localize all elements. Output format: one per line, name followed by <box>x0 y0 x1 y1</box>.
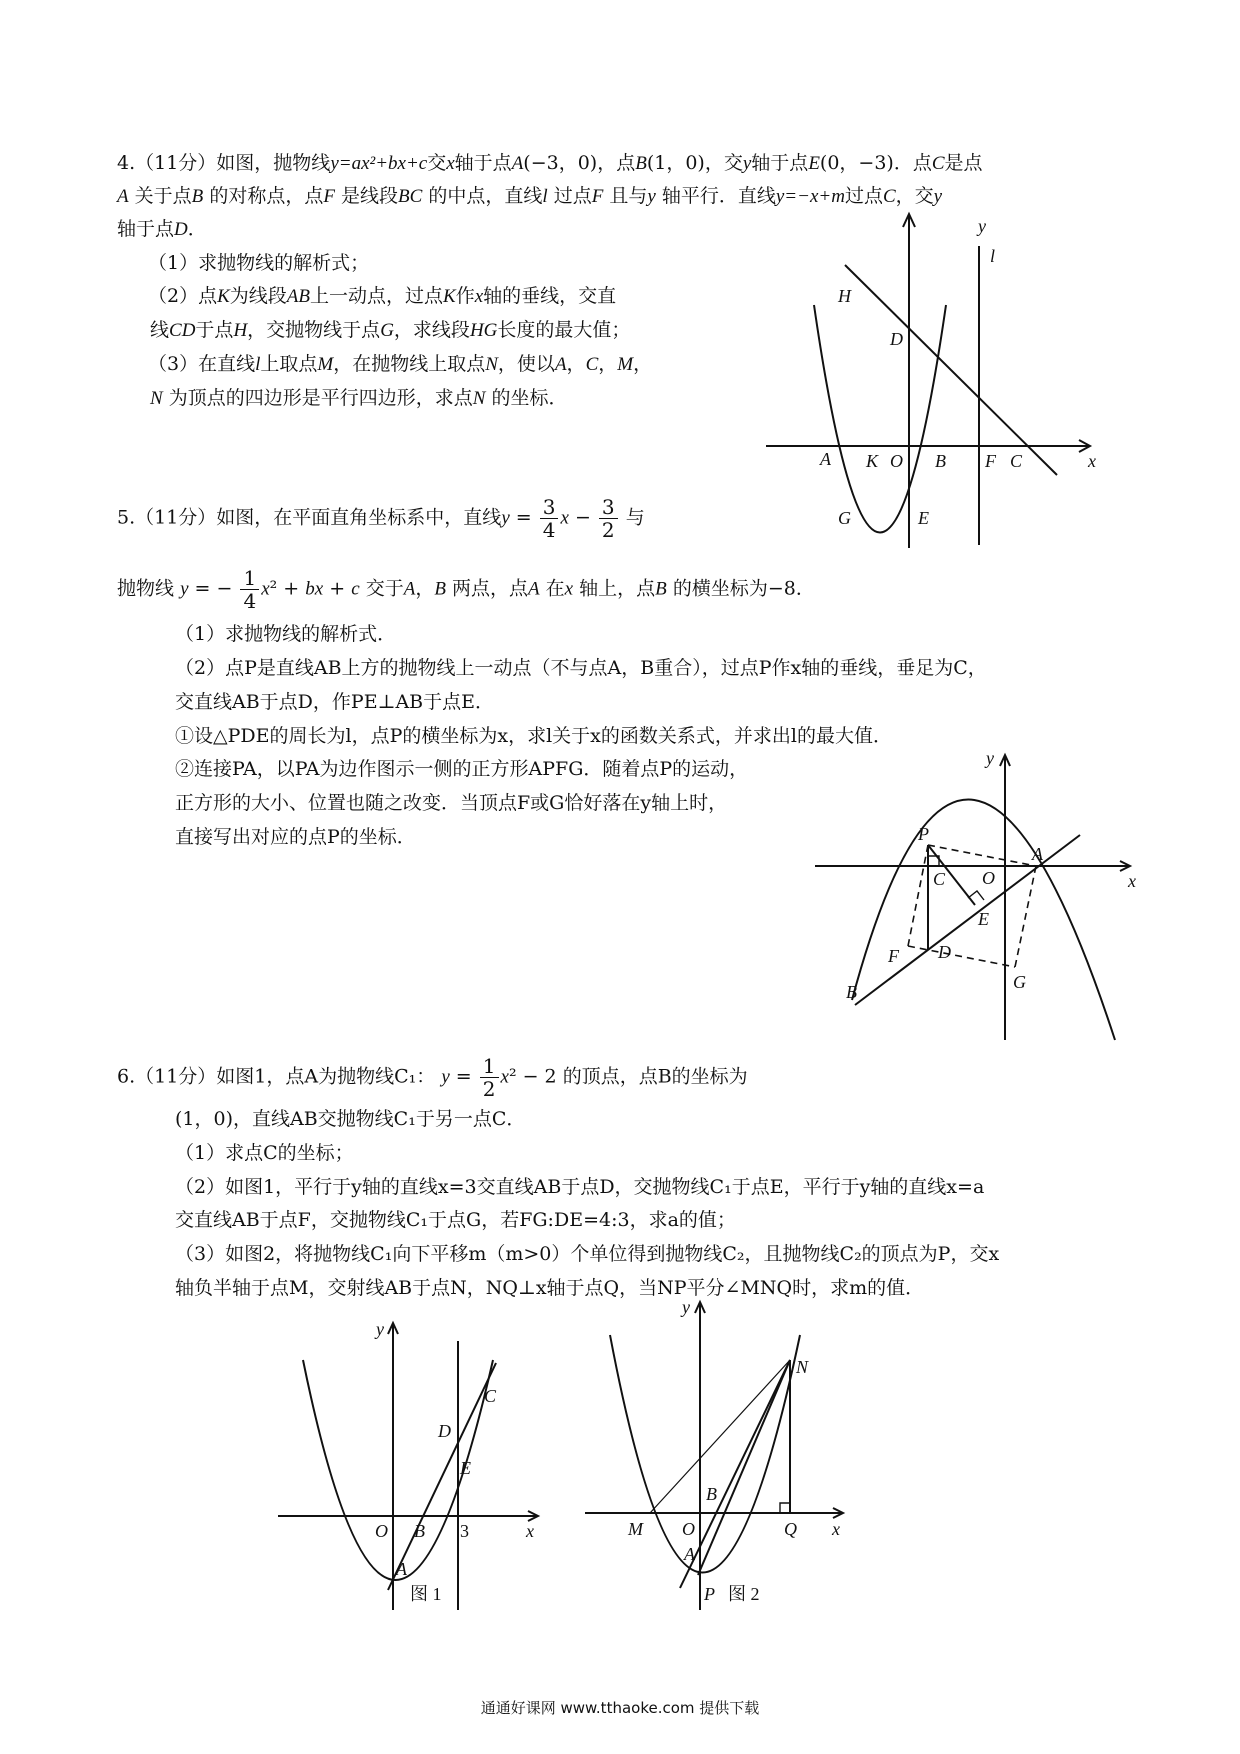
segment-pn <box>698 1360 790 1575</box>
q4-text: ，交抛物线于点 <box>247 319 381 341</box>
label-h: H <box>838 286 851 306</box>
q5-text: 轴上，点 <box>579 577 656 600</box>
label-y: y <box>682 1297 690 1317</box>
parabola <box>814 305 946 533</box>
label-c: C <box>1010 451 1023 471</box>
label-d: D <box>890 329 903 349</box>
q4-text: 交 <box>427 152 447 174</box>
ray-ab <box>680 1360 790 1588</box>
q5-part2-2: ②连接PA，以PA为边作图示一侧的正方形APFG．随着点P的运动， <box>175 758 749 780</box>
fraction <box>599 496 618 541</box>
label-o: O <box>375 1521 388 1541</box>
q5-part2b: 交直线AB于点D，作PE⊥AB于点E． <box>175 691 494 713</box>
label-a: A <box>684 1544 695 1564</box>
q6-line1: 6.（11分）如图1，点A为抛物线C₁： y = $\frac{1}{2}$ x² − 2 的顶点，点B的坐标为 <box>117 1054 748 1101</box>
q4-text: ，在抛物线上取点 <box>333 353 486 375</box>
segment-pf <box>908 845 928 946</box>
label-f: F <box>888 946 899 966</box>
q4-text: (1，0)，交 <box>646 152 743 174</box>
label-b: B <box>706 1484 717 1504</box>
q4-text: 过点 <box>553 185 592 207</box>
label-p: P <box>918 824 929 844</box>
segment-mn <box>650 1360 790 1513</box>
label-b: B <box>846 982 857 1002</box>
q4-text: ，求线段 <box>393 319 470 341</box>
q4-text: 且与 <box>609 185 648 207</box>
label-n: N <box>796 1357 809 1377</box>
label-y: y <box>376 1319 384 1339</box>
segment-pa <box>928 845 1036 866</box>
q4-text: （3）在直线 <box>148 353 256 375</box>
label-a: A <box>820 449 831 469</box>
label-a: A <box>1032 844 1043 864</box>
q6-text: 的顶点，点B的坐标为 <box>562 1065 748 1088</box>
q5-part2: （2）点P是直线AB上方的抛物线上一动点（不与点A，B重合），过点P作x轴的垂线，垂足为C， <box>175 657 987 679</box>
fraction-num: 3 <box>599 496 618 519</box>
q5-part2-2c: 直接写出对应的点P的坐标． <box>175 826 416 848</box>
figure-caption-1: 图 1 <box>410 1584 442 1604</box>
q5-text: 交于 <box>365 577 404 600</box>
q4-part2: （2）点K为线段AB上一动点，过点K作x轴的垂线，交直 <box>148 285 617 307</box>
label-b: B <box>935 451 946 471</box>
label-x: x <box>526 1521 534 1541</box>
q4-part1: （1）求抛物线的解析式； <box>148 252 370 274</box>
label-b: B <box>414 1521 425 1541</box>
q6-part3b: 轴负半轴于点M，交射线AB于点N，NQ⊥x轴于点Q，当NP平分∠MNQ时，求m的值． <box>175 1277 925 1299</box>
q4-text: 过点 <box>844 185 883 207</box>
label-g: G <box>838 508 851 528</box>
label-3: 3 <box>460 1521 469 1541</box>
fraction <box>480 1055 499 1100</box>
footer: 通通好课网 www.tthaoke.com 提供下载 <box>480 1699 760 1717</box>
fraction-num: 1 <box>240 567 259 590</box>
q4-line1: 4.（11分）如图，抛物线y=ax²+bx+c交x轴于点A(−3，0)，点B(1，0)，交y轴于点E(0，−3)．点C是点 <box>117 152 983 174</box>
label-c: C <box>933 869 946 889</box>
q4-text: 线 <box>150 319 170 341</box>
q4-text: 上取点 <box>260 353 318 375</box>
q4-text: (−3，0)，点 <box>523 152 636 174</box>
q4-text: ，交 <box>895 185 934 207</box>
q6-figure-2 <box>580 1295 860 1615</box>
label-d: D <box>938 942 951 962</box>
q4-text: 长度的最大值； <box>497 319 631 341</box>
label-e: E <box>978 909 989 929</box>
q5-text: 的横坐标为−8． <box>672 577 815 600</box>
q6-text: 6.（11分）如图1，点A为抛物线C₁： <box>117 1065 436 1088</box>
q6-part2: （2）如图1，平行于y轴的直线x=3交直线AB于点D，交抛物线C₁于点E，平行于y轴的直线x=a <box>175 1176 985 1198</box>
q4-part2b: 线CD于点H，交抛物线于点G，求线段HG长度的最大值； <box>150 319 631 341</box>
label-p: P <box>704 1584 715 1604</box>
line-cd <box>845 265 1057 475</box>
q4-head: 4.（11分）如图，抛物线 <box>117 152 331 174</box>
label-e: E <box>460 1458 471 1478</box>
fraction-den: 2 <box>601 518 615 542</box>
label-c: C <box>484 1386 497 1406</box>
fraction-num: 3 <box>540 496 559 519</box>
q5-part1: （1）求抛物线的解析式． <box>175 623 397 645</box>
q4-equation: y=ax²+bx+c <box>330 153 428 174</box>
line-ab <box>388 1363 496 1590</box>
fraction-den: 4 <box>243 589 257 613</box>
q5-part2-2b: 正方形的大小、位置也随之改变．当顶点F或G恰好落在y轴上时， <box>175 792 728 814</box>
q4-text: 的坐标． <box>491 387 568 409</box>
q4-text: (0，−3)．点 <box>819 152 932 174</box>
q4-part3: （3）在直线l上取点M，在抛物线上取点N，使以A，C，M， <box>148 353 653 375</box>
label-d: D <box>438 1421 451 1441</box>
q4-text: 轴于点 <box>454 152 512 174</box>
q5-part2-1: ①设△PDE的周长为l，点P的横坐标为x，求l关于x的函数关系式，并求出l的最大值． <box>175 725 892 747</box>
q4-line3: 轴于点D． <box>117 218 207 240</box>
q4-text: （2）点 <box>148 285 218 307</box>
label-o: O <box>890 451 903 471</box>
q4-text: 为线段 <box>229 285 287 307</box>
line-ab <box>855 835 1080 1005</box>
q6-part2b: 交直线AB于点F，交抛物线C₁于点G，若FG:DE=4:3，求a的值； <box>175 1209 736 1231</box>
q5-line1: 5.（11分）如图，在平面直角坐标系中，直线y = $\frac{3}{4}$ x − $\frac{3}{2}$ 与 <box>117 495 645 542</box>
q4-text: 是点 <box>944 152 983 174</box>
q6-part3: （3）如图2，将抛物线C₁向下平移m（m>0）个单位得到抛物线C₂，且抛物线C₂的顶点为P，交x <box>175 1243 1000 1265</box>
q4-text: ，使以 <box>497 353 555 375</box>
label-a: A <box>396 1559 407 1579</box>
q4-text: 轴于点 <box>117 218 175 240</box>
q4-text: 作 <box>455 285 475 307</box>
label-y: y <box>978 216 986 236</box>
q4-line-eq: y=−x+m <box>775 186 845 207</box>
fraction-num: 1 <box>480 1055 499 1078</box>
q4-text: 的对称点，点 <box>209 185 324 207</box>
right-angle-q <box>780 1503 790 1513</box>
label-k: K <box>866 451 879 471</box>
label-o: O <box>682 1519 695 1539</box>
q4-text: 为顶点的四边形是平行四边形，求点 <box>168 387 473 409</box>
q4-text: 上一动点，过点 <box>310 285 444 307</box>
label-x: x <box>832 1519 840 1539</box>
q5-text: 在 <box>545 577 565 600</box>
fraction-den: 4 <box>542 518 556 542</box>
q4-text: 的中点，直线 <box>428 185 543 207</box>
q5-text: 5.（11分）如图，在平面直角坐标系中，直线 <box>117 506 502 529</box>
q5-text: 与 <box>625 506 645 529</box>
q6-figure-1 <box>270 1315 550 1615</box>
segment-fg <box>908 946 1015 967</box>
fraction <box>540 496 559 541</box>
fraction-den: 2 <box>482 1077 496 1101</box>
q4-line2: A 关于点B 的对称点，点F 是线段BC 的中点，直线l 过点F 且与y 轴平行．直线y=−x+m过点C，交y <box>117 185 943 207</box>
q5-text: 两点，点 <box>451 577 528 600</box>
q5-text: 抛物线 <box>117 577 175 600</box>
label-x: x <box>1128 871 1136 891</box>
label-q: Q <box>784 1519 797 1539</box>
label-l: l <box>990 246 996 266</box>
q4-text: 轴于点 <box>751 152 809 174</box>
label-o: O <box>982 868 995 888</box>
fraction <box>240 567 259 612</box>
q4-text: 关于点 <box>134 185 192 207</box>
q4-part3b: N 为顶点的四边形是平行四边形，求点N 的坐标． <box>150 387 568 409</box>
label-m: M <box>628 1519 643 1539</box>
q5-line2: 抛物线 y = − $\frac{1}{4}$ x² + bx + c 交于A，B 两点，点A 在x 轴上，点B 的横坐标为−8． <box>117 566 815 613</box>
q5-figure <box>810 745 1140 1045</box>
label-g: G <box>1013 972 1026 992</box>
q4-text: 是线段 <box>341 185 399 207</box>
q6-part1: （1）求点C的坐标； <box>175 1142 354 1164</box>
label-e: E <box>918 508 929 528</box>
q4-text: 轴的垂线，交直 <box>483 285 617 307</box>
q4-figure <box>760 205 1100 555</box>
q4-text: 于点 <box>195 319 234 341</box>
q4-text: 轴平行．直线 <box>661 185 776 207</box>
q6-line2: (1，0)，直线AB交抛物线C₁于另一点C． <box>175 1108 526 1130</box>
label-y: y <box>986 748 994 768</box>
label-f: F <box>985 451 996 471</box>
label-x: x <box>1088 451 1096 471</box>
figure-caption-2: 图 2 <box>728 1584 760 1604</box>
